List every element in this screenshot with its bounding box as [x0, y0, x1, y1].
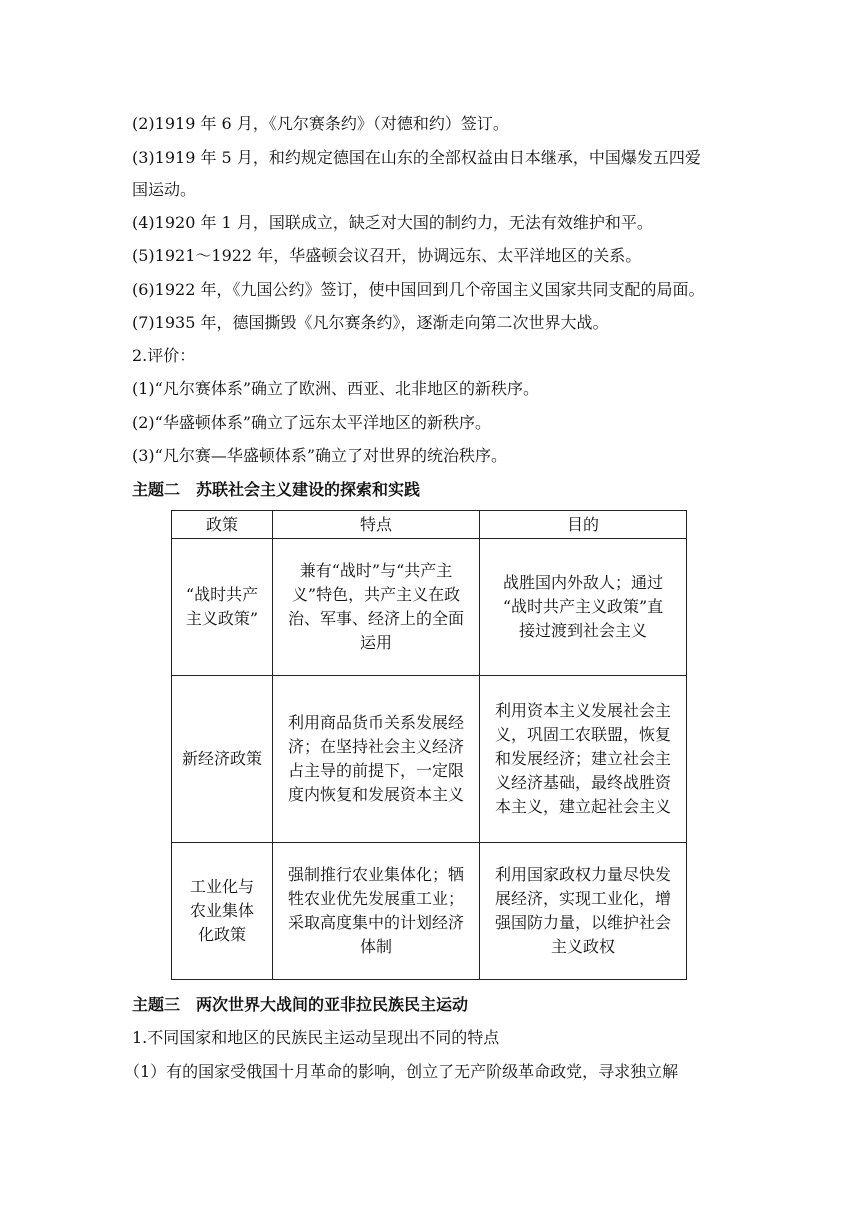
event-line-2: (2)1919 年 6 月，《凡尔赛条约》（对德和约）签订。 — [132, 114, 509, 133]
event-line-7: (7)1935 年，德国撕毁《凡尔赛条约》，逐渐走向第二次世界大战。 — [132, 313, 609, 332]
evaluation-line-1: (1)“凡尔赛体系”确立了欧洲、西亚、北非地区的新秩序。 — [132, 379, 540, 398]
theme3-sub-1: （1）有的国家受俄国十月革命的影响，创立了无产阶级革命政党，寻求独立解 — [124, 1062, 679, 1081]
event-line-3-continued: 国运动。 — [132, 180, 197, 199]
evaluation-line-2: (2)“华盛顿体系”确立了远东太平洋地区的新秩序。 — [132, 413, 492, 432]
policy-cell: 工业化与 农业集体 化政策 — [172, 843, 273, 980]
feature-cell: 兼有“战时”与“共产主 义”特色，共产主义在政 治、军事、经济上的全面 运用 — [273, 539, 480, 676]
feature-cell: 利用商品货币关系发展经 济；在坚持社会主义经济 占主导的前提下，一定限 度内恢复和发展资本主义 — [273, 676, 480, 843]
purpose-cell: 战胜国内外敌人；通过 “战时共产主义政策”直 接过渡到社会主义 — [480, 539, 687, 676]
purpose-cell: 利用资本主义发展社会主 义，巩固工农联盟，恢复 和发展经济；建立社会主 义经济基础，最终战胜资 本主义，建立起社会主义 — [480, 676, 687, 843]
policy-cell: 新经济政策 — [172, 676, 273, 843]
evaluation-line-3: (3)“凡尔赛—华盛顿体系”确立了对世界的统治秩序。 — [132, 446, 508, 465]
policy-cell: “战时共产 主义政策” — [172, 539, 273, 676]
event-line-4: (4)1920 年 1 月，国联成立，缺乏对大国的制约力，无法有效维护和平。 — [132, 213, 653, 232]
evaluation-title: 2.评价： — [132, 346, 196, 365]
event-line-6: (6)1922 年，《九国公约》签订，使中国回到几个帝国主义国家共同支配的局面。 — [132, 280, 705, 299]
theme2-heading: 主题二 苏联社会主义建设的探索和实践 — [132, 480, 421, 499]
event-line-5: (5)1921～1922 年，华盛顿会议召开，协调远东、太平洋地区的关系。 — [132, 246, 642, 265]
purpose-cell: 利用国家政权力量尽快发 展经济，实现工业化，增 强国防力量，以维护社会 主义政权 — [480, 843, 687, 980]
table-row — [172, 843, 687, 980]
event-line-3: (3)1919 年 5 月，和约规定德国在山东的全部权益由日本继承，中国爆发五四爱 — [132, 148, 701, 167]
theme3-heading: 主题三 两次世界大战间的亚非拉民族民主运动 — [132, 995, 469, 1014]
header-purpose: 目的 — [480, 511, 687, 539]
feature-cell: 强制推行农业集体化；牺 牲农业优先发展重工业； 采取高度集中的计划经济 体制 — [273, 843, 480, 980]
header-feature: 特点 — [273, 511, 480, 539]
table-row — [172, 676, 687, 843]
table-header-row — [172, 511, 687, 539]
table-row — [172, 539, 687, 676]
header-policy: 政策 — [172, 511, 273, 539]
policy-table — [171, 510, 687, 980]
theme3-point-1: 1.不同国家和地区的民族民主运动呈现出不同的特点 — [132, 1028, 500, 1047]
